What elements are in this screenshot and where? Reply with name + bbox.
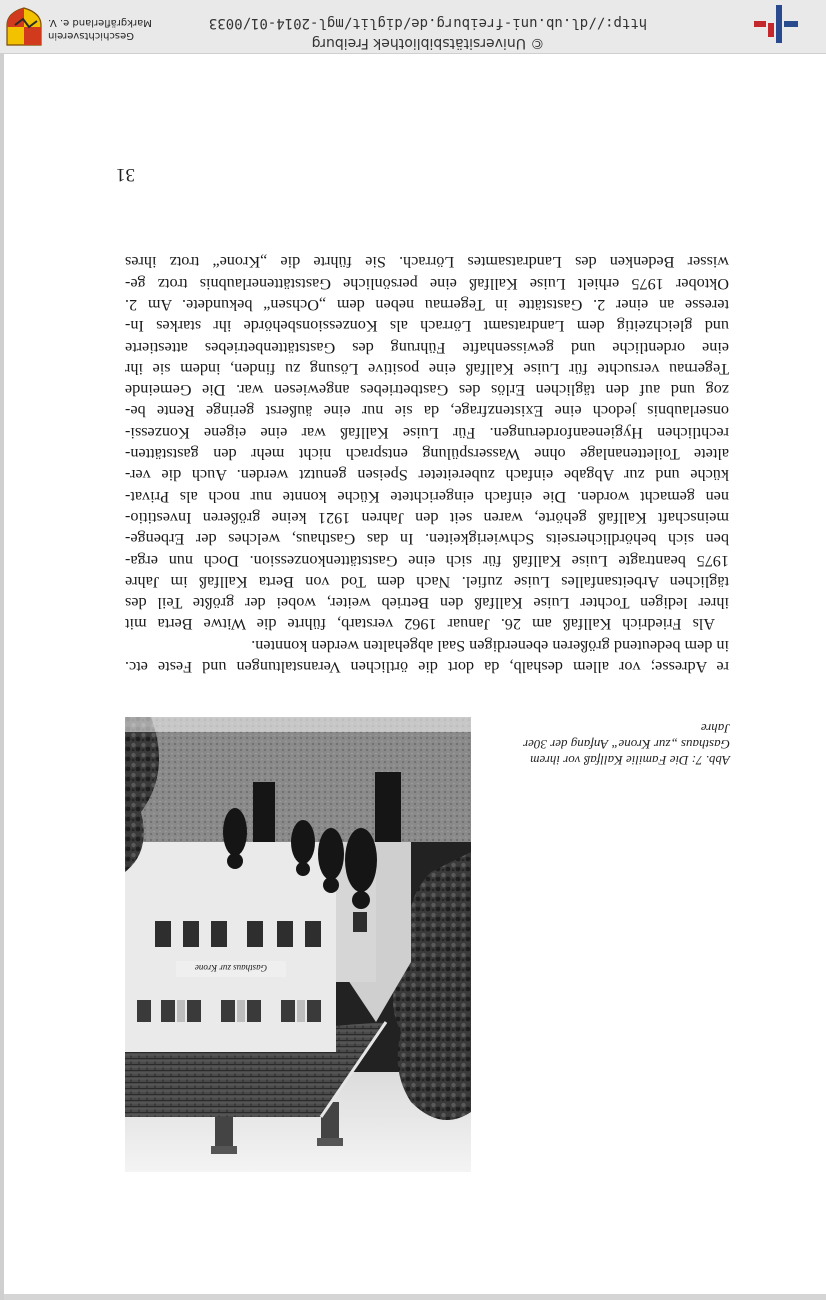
text-line: wisser Bedenken des Landratsamtes Lörrach. Sie führte die „Krone“ trotz ihres [125, 253, 729, 272]
permalink-url[interactable]: http://dl.ub.uni-freiburg.de/diglit/mgl-2014-01/0033 [208, 15, 648, 31]
body-text [125, 251, 729, 677]
photo-gasthaus-krone [125, 717, 471, 1172]
photo-sign-text: Gasthaus zur Krone [194, 963, 268, 973]
text-line: und gleichzeitig dem Landratsamt Lörrach als Konzessionsbehörde ihr starkes In- [125, 317, 729, 336]
text-line: Oktober 1975 erhielt Luise Kallfaß eine persönliche Gaststättenerlaubnis trotz ge- [125, 274, 729, 293]
caption-line: Abb. 7: Die Familie Kallfaß vor ihrem [530, 753, 730, 768]
text-line: nen gemacht worden. Die einfach eingerichtete Küche konnte nur noch als Privat- [125, 487, 729, 506]
ub-freiburg-logo-icon [754, 5, 798, 43]
caption-line: Gasthaus „zur Krone“ Anfang der 30er [523, 737, 730, 752]
society-crest-icon [5, 7, 43, 47]
text-line: re Adresse; vor allem deshalb, da dort die örtlichen Veranstaltungen und Feste etc. [125, 658, 729, 676]
text-line: rechtlichen Hygieneanforderungen. Für Luise Kallfaß war eine eigene Konzessi- [125, 423, 729, 442]
text-line: teresse an einer 2. Gaststätte in Tegernau neben dem „Ochsen“ bekundete. Am 2. [125, 295, 729, 314]
text-line: ihrer ledigen Tochter Luise Kallfaß den Betrieb weiter, wobei der größte Teil des [125, 594, 729, 613]
society-name-line: Geschichtsverein [48, 30, 134, 41]
text-line: küche und zur Abgabe einfach zubereiteter Speisen genutzt werden. Auch die ver- [125, 466, 729, 485]
text-line: täglichen Arbeitsanfalles Luise zufiel. Nach dem Tod von Berta Kallfaß im Jahre [125, 572, 729, 591]
text-line: 1975 beantragte Luise Kallfaß für sich eine Gaststättenkonzession. Doch nun erga- [125, 551, 729, 570]
text-line: meinschaft Kallfaß gehörte, waren seit den Jahren 1921 keine größeren Investitio- [125, 508, 729, 527]
copyright-text: © Universitätsbibliothek Freiburg [311, 35, 545, 51]
text-line: Als Friedrich Kallfaß am 26. Januar 1962 verstarb, führte die Witwe Berta mit [125, 615, 715, 634]
text-line: altete Toilettenanlage ohne Wasserspülung entsprach nicht mehr den gaststätten- [125, 445, 729, 464]
page-top-edge [0, 1294, 826, 1300]
text-line: ben sich behördlicherseits Schwierigkeiten. In das Gasthaus, welches der Erbenge- [125, 530, 729, 549]
text-line: in dem bedeutend größeren ebenerdigen Saal abgehalten werden konnten. [251, 636, 729, 655]
text-line: Tegernau versuchte für Luise Kallfaß eine positive Lösung zu finden, indem sie ihr [125, 359, 729, 378]
text-line: eine ordentliche und gewissenhafte Führung des Gaststättenbetriebes attestierte [125, 338, 729, 357]
text-line: onserlaubnis jedoch eine Existenzfrage, da sie nur eine äußerst geringe Rente be- [125, 402, 729, 421]
page-number: 31 [116, 164, 135, 185]
library-footer [0, 0, 826, 54]
page-side-edge [0, 54, 4, 1300]
caption-line: Jahre [700, 721, 730, 736]
society-name-line: Markgräflerland e. V. [48, 17, 152, 28]
text-line: zog und auf den täglichen Erlös des Gastbetriebes angewiesen war. Die Gemeinde [125, 381, 729, 400]
figure-caption [490, 720, 730, 768]
